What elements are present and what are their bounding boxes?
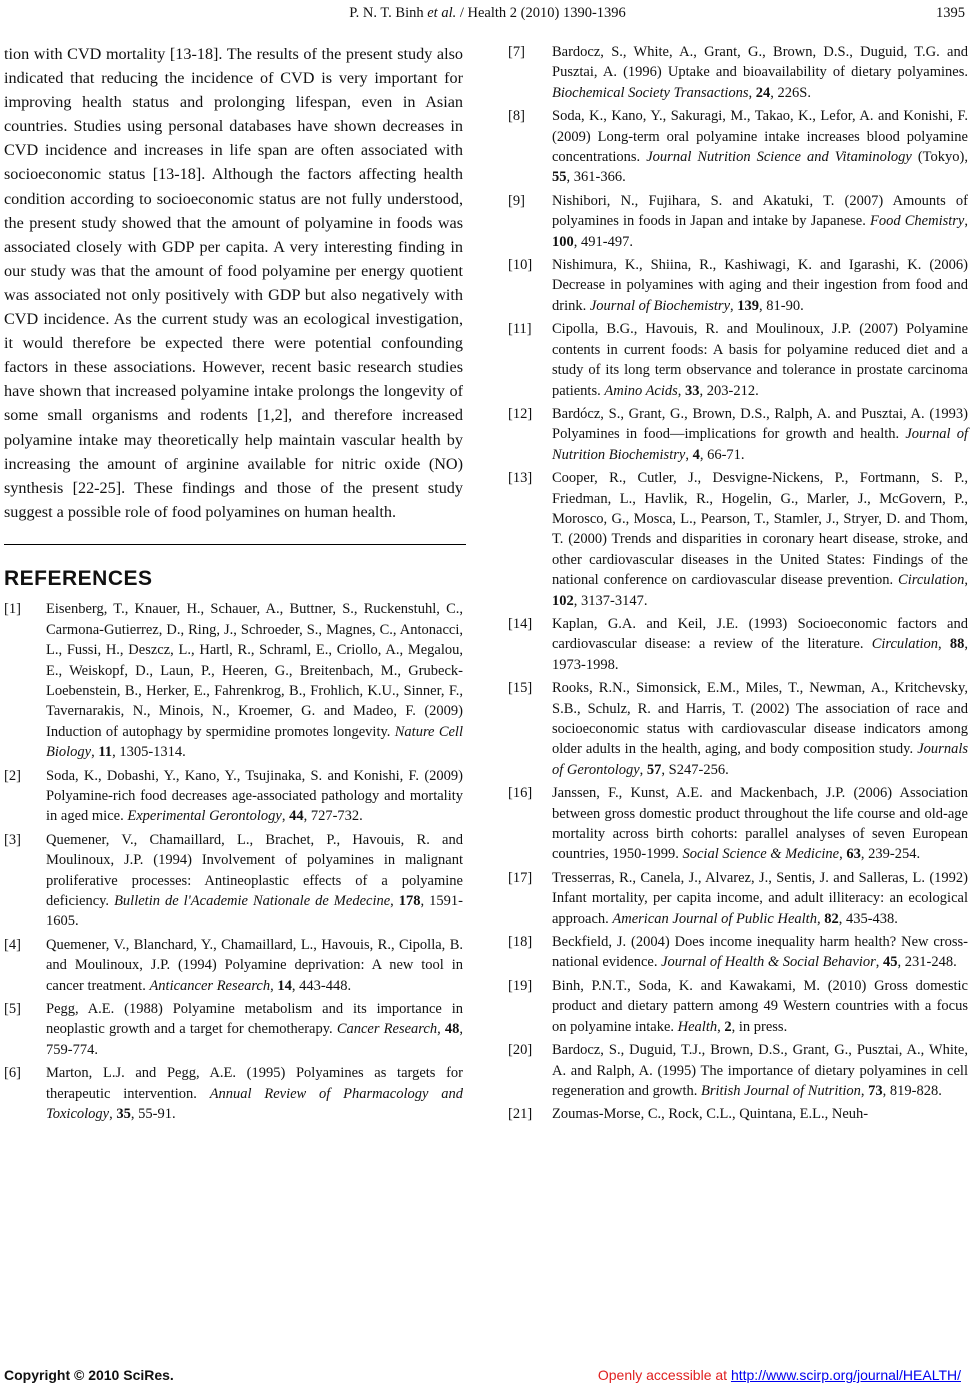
reference-item xyxy=(4,599,463,762)
reference-pages: , 66-71. xyxy=(699,446,745,463)
reference-pages: , 231-248. xyxy=(897,954,957,971)
reference-volume: 57 xyxy=(646,761,662,778)
reference-authors-title: Nishibori, N., Fujihara, S. and Akatuki, T. (2007) Amounts of polyamines in foods in Japan and intake by Japanese. xyxy=(552,192,968,230)
reference-authors-title: Quemener, V., Blanchard, Y., Chamaillard, L., Havouis, R., Cipolla, B. and Moulinoux, J.P. (1994) Polyamine deprivation: A new tool in cancer treatment. xyxy=(46,936,463,994)
reference-separator: , xyxy=(816,910,825,927)
reference-number: [6] xyxy=(4,1065,21,1082)
reference-text xyxy=(552,42,968,103)
reference-journal: Circulation xyxy=(898,572,965,589)
reference-volume: 48 xyxy=(444,1021,460,1038)
reference-volume: 33 xyxy=(685,382,700,399)
reference-item xyxy=(508,783,968,865)
reference-number: [16] xyxy=(508,785,533,802)
reference-text xyxy=(46,935,463,996)
reference-list-right xyxy=(508,42,968,1125)
reference-authors-title: Bardocz, S., White, A., Grant, G., Brown, D.S., Duguid, T.G. and Pusztai, A. (1996) Uptake and bioavailability of dietary polyamines. xyxy=(552,44,968,81)
open-access-notice xyxy=(598,1365,961,1385)
reference-item xyxy=(508,42,968,103)
reference-text xyxy=(552,678,968,780)
reference-item xyxy=(508,106,968,188)
reference-item xyxy=(4,999,463,1060)
reference-item xyxy=(508,255,968,316)
reference-pages: , 1305-1314. xyxy=(112,744,186,761)
reference-number: [4] xyxy=(4,936,21,953)
reference-journal: Bulletin de l'Academie Nationale de Medecine xyxy=(114,892,391,909)
reference-text xyxy=(552,319,968,401)
reference-number: [1] xyxy=(4,601,21,618)
reference-separator: , xyxy=(685,446,693,463)
reference-text xyxy=(552,614,968,675)
reference-text xyxy=(552,106,968,188)
reference-number: [14] xyxy=(508,615,533,632)
reference-number: [20] xyxy=(508,1042,533,1059)
reference-journal: Journal Nutrition Science and Vitaminology xyxy=(646,149,912,166)
reference-journal: British Journal of Nutrition xyxy=(700,1082,861,1099)
reference-item xyxy=(508,868,968,929)
reference-pages: , 443-448. xyxy=(291,977,352,994)
reference-item xyxy=(4,935,463,996)
reference-journal: Cancer Research xyxy=(336,1021,438,1038)
reference-volume: 4 xyxy=(692,446,700,463)
reference-separator: , xyxy=(677,382,686,399)
reference-journal: Social Science & Medicine xyxy=(682,846,840,863)
reference-list-left xyxy=(4,599,463,1124)
running-head xyxy=(0,2,975,24)
reference-journal: Experimental Gerontology xyxy=(127,808,282,825)
reference-number: [12] xyxy=(508,405,533,422)
reference-journal: Biochemical Society Transactions xyxy=(552,84,749,101)
reference-text xyxy=(552,1104,968,1124)
copyright-notice: Copyright © 2010 SciRes. xyxy=(4,1367,174,1383)
reference-journal: Annual Review of Pharmacology and Toxicology xyxy=(46,1085,463,1123)
reference-separator: , xyxy=(964,213,968,230)
reference-journal: Amino Acids xyxy=(604,382,678,399)
reference-pages: , 1591-1605. xyxy=(46,892,463,930)
reference-number: [11] xyxy=(508,321,532,338)
reference-separator: , xyxy=(938,636,950,653)
reference-item xyxy=(508,191,968,252)
reference-journal: Health xyxy=(677,1018,718,1035)
reference-separator: , xyxy=(730,297,738,314)
reference-pages: , 759-774. xyxy=(46,1021,464,1058)
reference-item xyxy=(508,319,968,401)
page-footer xyxy=(0,1365,975,1385)
reference-separator: , xyxy=(91,744,99,761)
reference-text xyxy=(46,1063,463,1124)
reference-text xyxy=(552,932,968,973)
reference-pages: , 81-90. xyxy=(759,297,804,314)
reference-volume: 11 xyxy=(98,744,113,761)
reference-authors-title: Cooper, R., Cutler, J., Desvigne-Nickens, P., Fortmann, S. P., Friedman, L., Havlik, R., Hogelin, G., Marler, J., McGovern, P., Morosco, G., Mosca, L., Pearson, T., Stamler, J., Stryer, D. and Thom, T. (2000) Trends and disparities in coronary heart disease, stroke, and other cardiovascular diseases in the United States: Findings of the national conference on cardiovascular disease prevention. xyxy=(552,470,968,589)
right-column xyxy=(508,42,968,1128)
reference-number: [17] xyxy=(508,869,533,886)
reference-item xyxy=(508,468,968,611)
page-number: 1395 xyxy=(936,5,965,21)
reference-journal: American Journal of Public Health xyxy=(612,910,817,927)
reference-text xyxy=(552,404,968,465)
reference-text xyxy=(552,191,968,252)
reference-item xyxy=(508,678,968,780)
reference-number: [15] xyxy=(508,680,533,697)
reference-volume: 100 xyxy=(552,233,574,250)
reference-authors-title: Pegg, A.E. (1988) Polyamine metabolism and its importance in neoplastic growth and a target for chemotherapy. xyxy=(46,1001,463,1038)
reference-volume: 14 xyxy=(277,977,292,994)
reference-text xyxy=(46,599,463,762)
reference-volume: 73 xyxy=(868,1082,883,1099)
reference-pages: , S247-256. xyxy=(661,761,729,778)
reference-journal: Food Chemistry xyxy=(870,213,965,230)
reference-item xyxy=(508,1104,968,1124)
reference-pages: , 727-732. xyxy=(303,808,363,825)
reference-authors-title: Kaplan, G.A. and Keil, J.E. (1993) Socioeconomic factors and cardiovascular disease: a review of the literature. xyxy=(552,615,968,653)
reference-authors-title: Marton, L.J. and Pegg, A.E. (1995) Polyamines as targets for therapeutic intervention. xyxy=(46,1065,463,1102)
reference-text xyxy=(552,468,968,611)
reference-volume: 2 xyxy=(724,1018,732,1035)
reference-journal: Journal of Biochemistry xyxy=(589,297,731,314)
body-paragraph: tion with CVD mortality [13-18]. The results of the present study also indicated that reducing the incidence of CVD is very important for improving health status and prolonging lifespan, even in Asian countries. Studies using personal databases have shown decreases in CVD incidence and increases in life span are often associated with socioeconomic status [13-18]. Although the factors affecting health condition according to socioeconomic status are not fully understood, the present study showed that the amount of polyamine in foods was associated closely with GDP per capita. A very interesting finding in our study was that the amount of food polyamine per energy quotient was associated not only positively with GDP but also negatively with CVD incidence. As the current study was an ecological investigation, it would therefore be expected there were potential confounding factors in these associations. However, recent basic research studies have shown that increased polyamine intake prolongs the longevity of some small organisms and rodents [1,2], and therefore increased polyamine intake may theoretically help maintain vascular health by increasing the amount of arginine available for nitric oxide (NO) synthesis [22-25]. These findings and those of the present study suggest a possible role of food polyamines on human health. xyxy=(4,45,463,521)
reference-pages: , 819-828. xyxy=(882,1082,942,1099)
reference-item xyxy=(4,1063,463,1124)
reference-authors-title: Binh, P.N.T., Soda, K. and Kawakami, M. (2010) Gross domestic product and dietary pattern among 49 Western countries with a focus on polyamine intake. xyxy=(552,977,968,1035)
reference-separator: , xyxy=(964,572,968,589)
reference-journal: Journals of Gerontology xyxy=(552,741,968,778)
reference-text xyxy=(552,976,968,1037)
reference-pages: , 226S. xyxy=(770,84,811,101)
reference-volume: 102 xyxy=(552,592,574,609)
section-divider xyxy=(4,544,466,545)
reference-journal: Nature Cell Biology xyxy=(46,723,463,761)
reference-item xyxy=(508,1040,968,1101)
reference-number: [7] xyxy=(508,44,525,60)
reference-text xyxy=(46,999,463,1060)
reference-number: [19] xyxy=(508,977,533,994)
open-access-label: Openly accessible at xyxy=(597,1367,731,1383)
reference-volume: 178 xyxy=(398,892,421,909)
reference-pages: , 361-366. xyxy=(566,169,626,186)
reference-number: [10] xyxy=(508,257,533,274)
running-head-journal: / Health 2 (2010) 1390-1396 xyxy=(456,5,626,21)
reference-volume: 63 xyxy=(846,846,861,863)
reference-authors-title: Nishimura, K., Shiina, R., Kashiwagi, K. and Igarashi, K. (2006) Decrease in polyamines with aging and their ingestion from food and drink. xyxy=(552,257,968,314)
reference-separator: (Tokyo), xyxy=(911,149,968,166)
reference-volume: 35 xyxy=(116,1106,131,1123)
reference-authors-title: Tresserras, R., Canela, J., Alvarez, J., Sentis, J. and Salleras, L. (1992) Infant mortality, per capita income, and adult illiteracy: an ecological approach. xyxy=(552,869,968,927)
reference-pages: , in press. xyxy=(731,1018,788,1035)
reference-journal: Anticancer Research xyxy=(149,977,271,994)
reference-separator: , xyxy=(639,761,647,778)
reference-pages: , 491-497. xyxy=(573,233,633,250)
reference-volume: 45 xyxy=(883,954,898,971)
reference-separator: , xyxy=(109,1106,117,1123)
reference-volume: 139 xyxy=(737,297,760,314)
reference-journal: Journal of Nutrition Biochemistry xyxy=(552,426,969,463)
reference-pages: , 239-254. xyxy=(860,846,921,863)
reference-journal: Circulation xyxy=(871,636,939,653)
reference-separator: , xyxy=(390,892,399,909)
reference-text xyxy=(552,1040,968,1101)
reference-pages: , 3137-3147. xyxy=(573,592,648,609)
reference-number: [13] xyxy=(508,470,533,487)
reference-item xyxy=(508,614,968,675)
reference-volume: 44 xyxy=(289,808,304,825)
reference-authors-title: Zoumas-Morse, C., Rock, C.L., Quintana, E.L., Neuh- xyxy=(552,1106,869,1123)
reference-text xyxy=(46,830,463,932)
reference-volume: 55 xyxy=(552,169,567,186)
reference-item xyxy=(4,766,463,827)
reference-authors-title: Janssen, F., Kunst, A.E. and Mackenbach, J.P. (2006) Association between gross domestic product throughout the life course and old-age mortality across birth cohorts: parallel analyses of seven European countries, 1950-1999. xyxy=(552,785,968,863)
reference-text xyxy=(552,255,968,316)
reference-authors-title: Bardócz, S., Grant, G., Brown, D.S., Ralph, A. and Pusztai, A. (1993) Polyamines in food—implications for growth and health. xyxy=(552,405,968,443)
reference-authors-title: Beckfield, J. (2004) Does income inequality harm health? New cross-national evidence. xyxy=(552,934,968,971)
reference-number: [3] xyxy=(4,831,21,848)
reference-separator: , xyxy=(270,977,278,994)
reference-separator: , xyxy=(860,1082,869,1099)
reference-item xyxy=(508,932,968,973)
reference-item xyxy=(4,830,463,932)
reference-text xyxy=(46,766,463,827)
reference-text xyxy=(552,868,968,929)
reference-item xyxy=(508,976,968,1037)
reference-separator: , xyxy=(748,84,756,101)
reference-separator: , xyxy=(437,1021,445,1038)
reference-pages: , 435-438. xyxy=(838,910,898,927)
reference-pages: , 203-212. xyxy=(699,382,759,399)
reference-number: [21] xyxy=(508,1106,533,1123)
reference-separator: , xyxy=(717,1018,725,1035)
reference-number: [8] xyxy=(508,108,525,125)
reference-separator: , xyxy=(281,808,290,825)
reference-number: [18] xyxy=(508,934,533,951)
reference-volume: 82 xyxy=(824,910,839,927)
reference-pages: , 55-91. xyxy=(130,1106,176,1123)
reference-authors-title: Rooks, R.N., Simonsick, E.M., Miles, T., Newman, A., Kritchevsky, S.B., Schulz, R. and Harris, T. (2002) The association of race and socioeconomic status with cardiovascular disease indicators among older adults in the health, aging, and body composition study. xyxy=(552,680,968,758)
reference-volume: 24 xyxy=(755,84,771,101)
references-heading: REFERENCES xyxy=(4,566,153,590)
reference-authors-title: Soda, K., Kano, Y., Sakuragi, M., Takao, K., Lefor, A. and Konishi, F. (2009) Long-term oral polyamine intake increases blood polyamine concentrations. xyxy=(552,108,968,166)
running-head-etal: et al. xyxy=(427,5,457,21)
reference-number: [9] xyxy=(508,192,525,209)
running-head-authors: P. N. T. Binh xyxy=(349,5,428,21)
reference-separator: , xyxy=(839,846,847,863)
left-column xyxy=(4,42,463,1127)
reference-authors-title: Soda, K., Dobashi, Y., Kano, Y., Tsujinaka, S. and Konishi, F. (2009) Polyamine-rich food decreases age-associated pathology and mortality in aged mice. xyxy=(46,767,463,825)
reference-authors-title: Bardocz, S., Duguid, T.J., Brown, D.S., Grant, G., Pusztai, A., White, A. and Ralph, A. (1995) The importance of dietary polyamines in cell regeneration and growth. xyxy=(552,1042,968,1099)
reference-text xyxy=(552,783,968,865)
reference-authors-title: Cipolla, B.G., Havouis, R. and Moulinoux, J.P. (2007) Polyamine contents in current foods: A basis for polyamine reduced diet and a study of its long term observance and tolerance in prostate carcinoma patients. xyxy=(552,321,968,399)
reference-authors-title: Eisenberg, T., Knauer, H., Schauer, A., Buttner, S., Ruckenstuhl, C., Carmona-Gutierrez, D., Ring, J., Schroeder, S., Magnes, C., Antonacci, L., Fussi, H., Deszcz, L., Hartl, R., Schraml, E., Criollo, A., Megalou, E., Weiskopf, D., Laun, P., Heeren, G., Breitenbach, M., Grubeck-Loebenstein, B., Herker, E., Fahrenkrog, B., Frohlich, K.U., Sinner, F., Tavernarakis, N., Minois, N., Kroemer, G. and Madeo, F. (2009) Induction of autophagy by spermidine promotes longevity. xyxy=(46,601,463,740)
reference-number: [2] xyxy=(4,767,21,784)
reference-separator: , xyxy=(875,954,884,971)
reference-volume: 88 xyxy=(949,636,965,653)
journal-url-link[interactable]: http://www.scirp.org/journal/HEALTH/ xyxy=(730,1367,961,1383)
reference-pages: , 1973-1998. xyxy=(552,636,968,673)
running-header xyxy=(0,2,975,24)
reference-authors-title: Quemener, V., Chamaillard, L., Brachet, P., Havouis, R. and Moulinoux, J.P. (1994) Involvement of polyamines in malignant proliferative processes: Antineoplastic effects of a polyamine deficiency. xyxy=(46,831,463,909)
reference-number: [5] xyxy=(4,1001,21,1017)
reference-item xyxy=(508,404,968,465)
reference-journal: Journal of Health & Social Behavior xyxy=(661,954,876,971)
